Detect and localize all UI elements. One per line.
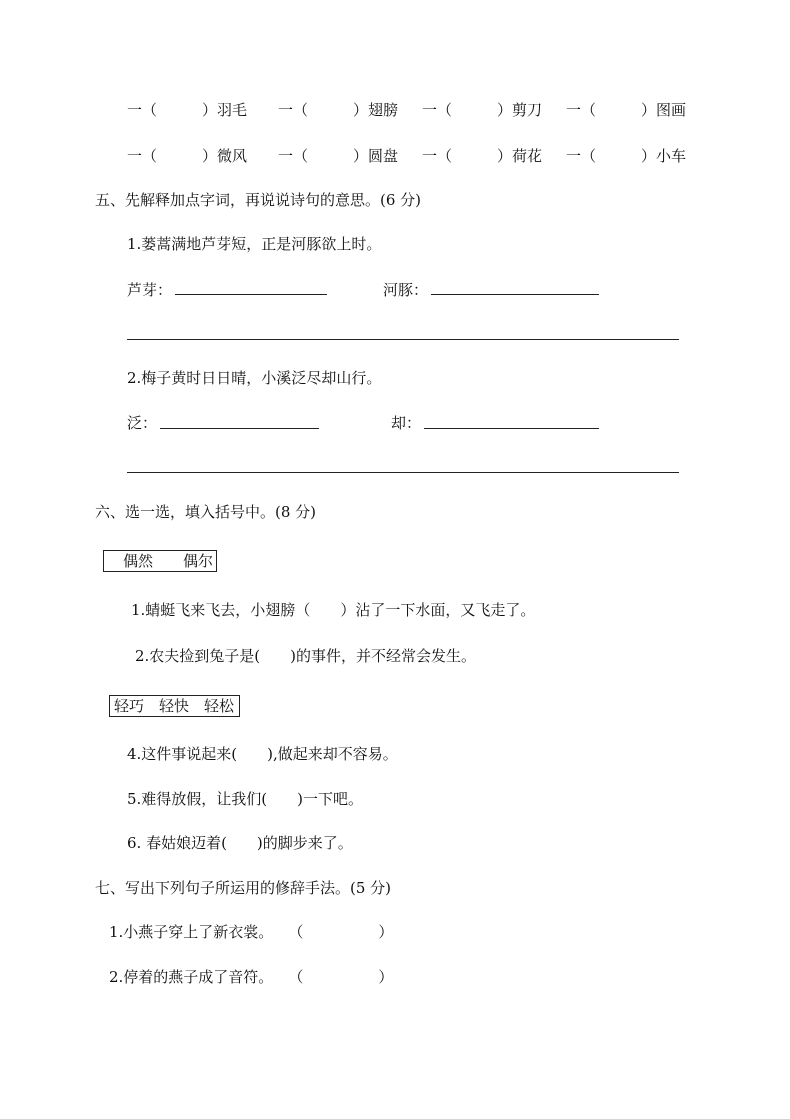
- section-heading: 七、写出下列句子所运用的修辞手法。(5 分): [95, 879, 392, 897]
- fill-item: 一（ ）图画: [566, 101, 687, 119]
- fill-item: 一（ ）剪刀: [422, 101, 543, 119]
- fill-item: 一（ ）荷花: [422, 147, 543, 165]
- answer-blank[interactable]: [160, 428, 319, 429]
- word-box: 偶然 偶尔: [103, 550, 217, 572]
- question-line: 4.这件事说起来( ),做起来却不容易。: [127, 745, 398, 763]
- answer-blank[interactable]: [431, 294, 599, 295]
- question-line: 1.蜻蜓飞来飞去，小翅膀（ ）沾了一下水面，又飞走了。: [131, 601, 536, 619]
- poem-line: 2.梅子黄时日日晴，小溪泛尽却山行。: [127, 369, 382, 387]
- question-line: 2.农夫捡到兔子是( )的事件，并不经常会发生。: [135, 647, 477, 665]
- fill-item: 一（ ）微风: [127, 147, 248, 165]
- answer-blank[interactable]: [127, 339, 679, 340]
- fill-item: 一（ ）小车: [566, 147, 687, 165]
- answer-blank[interactable]: [175, 294, 327, 295]
- answer-label: 泛：: [127, 414, 158, 432]
- answer-label: 却：: [391, 414, 422, 432]
- question-line: 5.难得放假，让我们( )一下吧。: [127, 790, 364, 808]
- question-line: 6. 春姑娘迈着( )的脚步来了。: [127, 834, 353, 852]
- fill-item: 一（ ）羽毛: [127, 101, 248, 119]
- poem-line: 1.蒌蒿满地芦芽短，正是河豚欲上时。: [127, 235, 382, 253]
- answer-blank[interactable]: [424, 428, 599, 429]
- section-heading: 五、先解释加点字词，再说说诗句的意思。(6 分): [95, 191, 422, 209]
- question-line: 1.小燕子穿上了新衣裳。 （ ）: [109, 923, 394, 941]
- fill-item: 一（ ）圆盘: [278, 147, 399, 165]
- fill-item: 一（ ）翅膀: [278, 101, 399, 119]
- answer-label: 河豚：: [383, 281, 429, 299]
- answer-blank[interactable]: [127, 472, 679, 473]
- word-box: 轻巧 轻快 轻松: [109, 695, 240, 717]
- section-heading: 六、选一选，填入括号中。(8 分): [95, 503, 317, 521]
- question-line: 2.停着的燕子成了音符。 （ ）: [109, 968, 394, 986]
- answer-label: 芦芽：: [127, 281, 173, 299]
